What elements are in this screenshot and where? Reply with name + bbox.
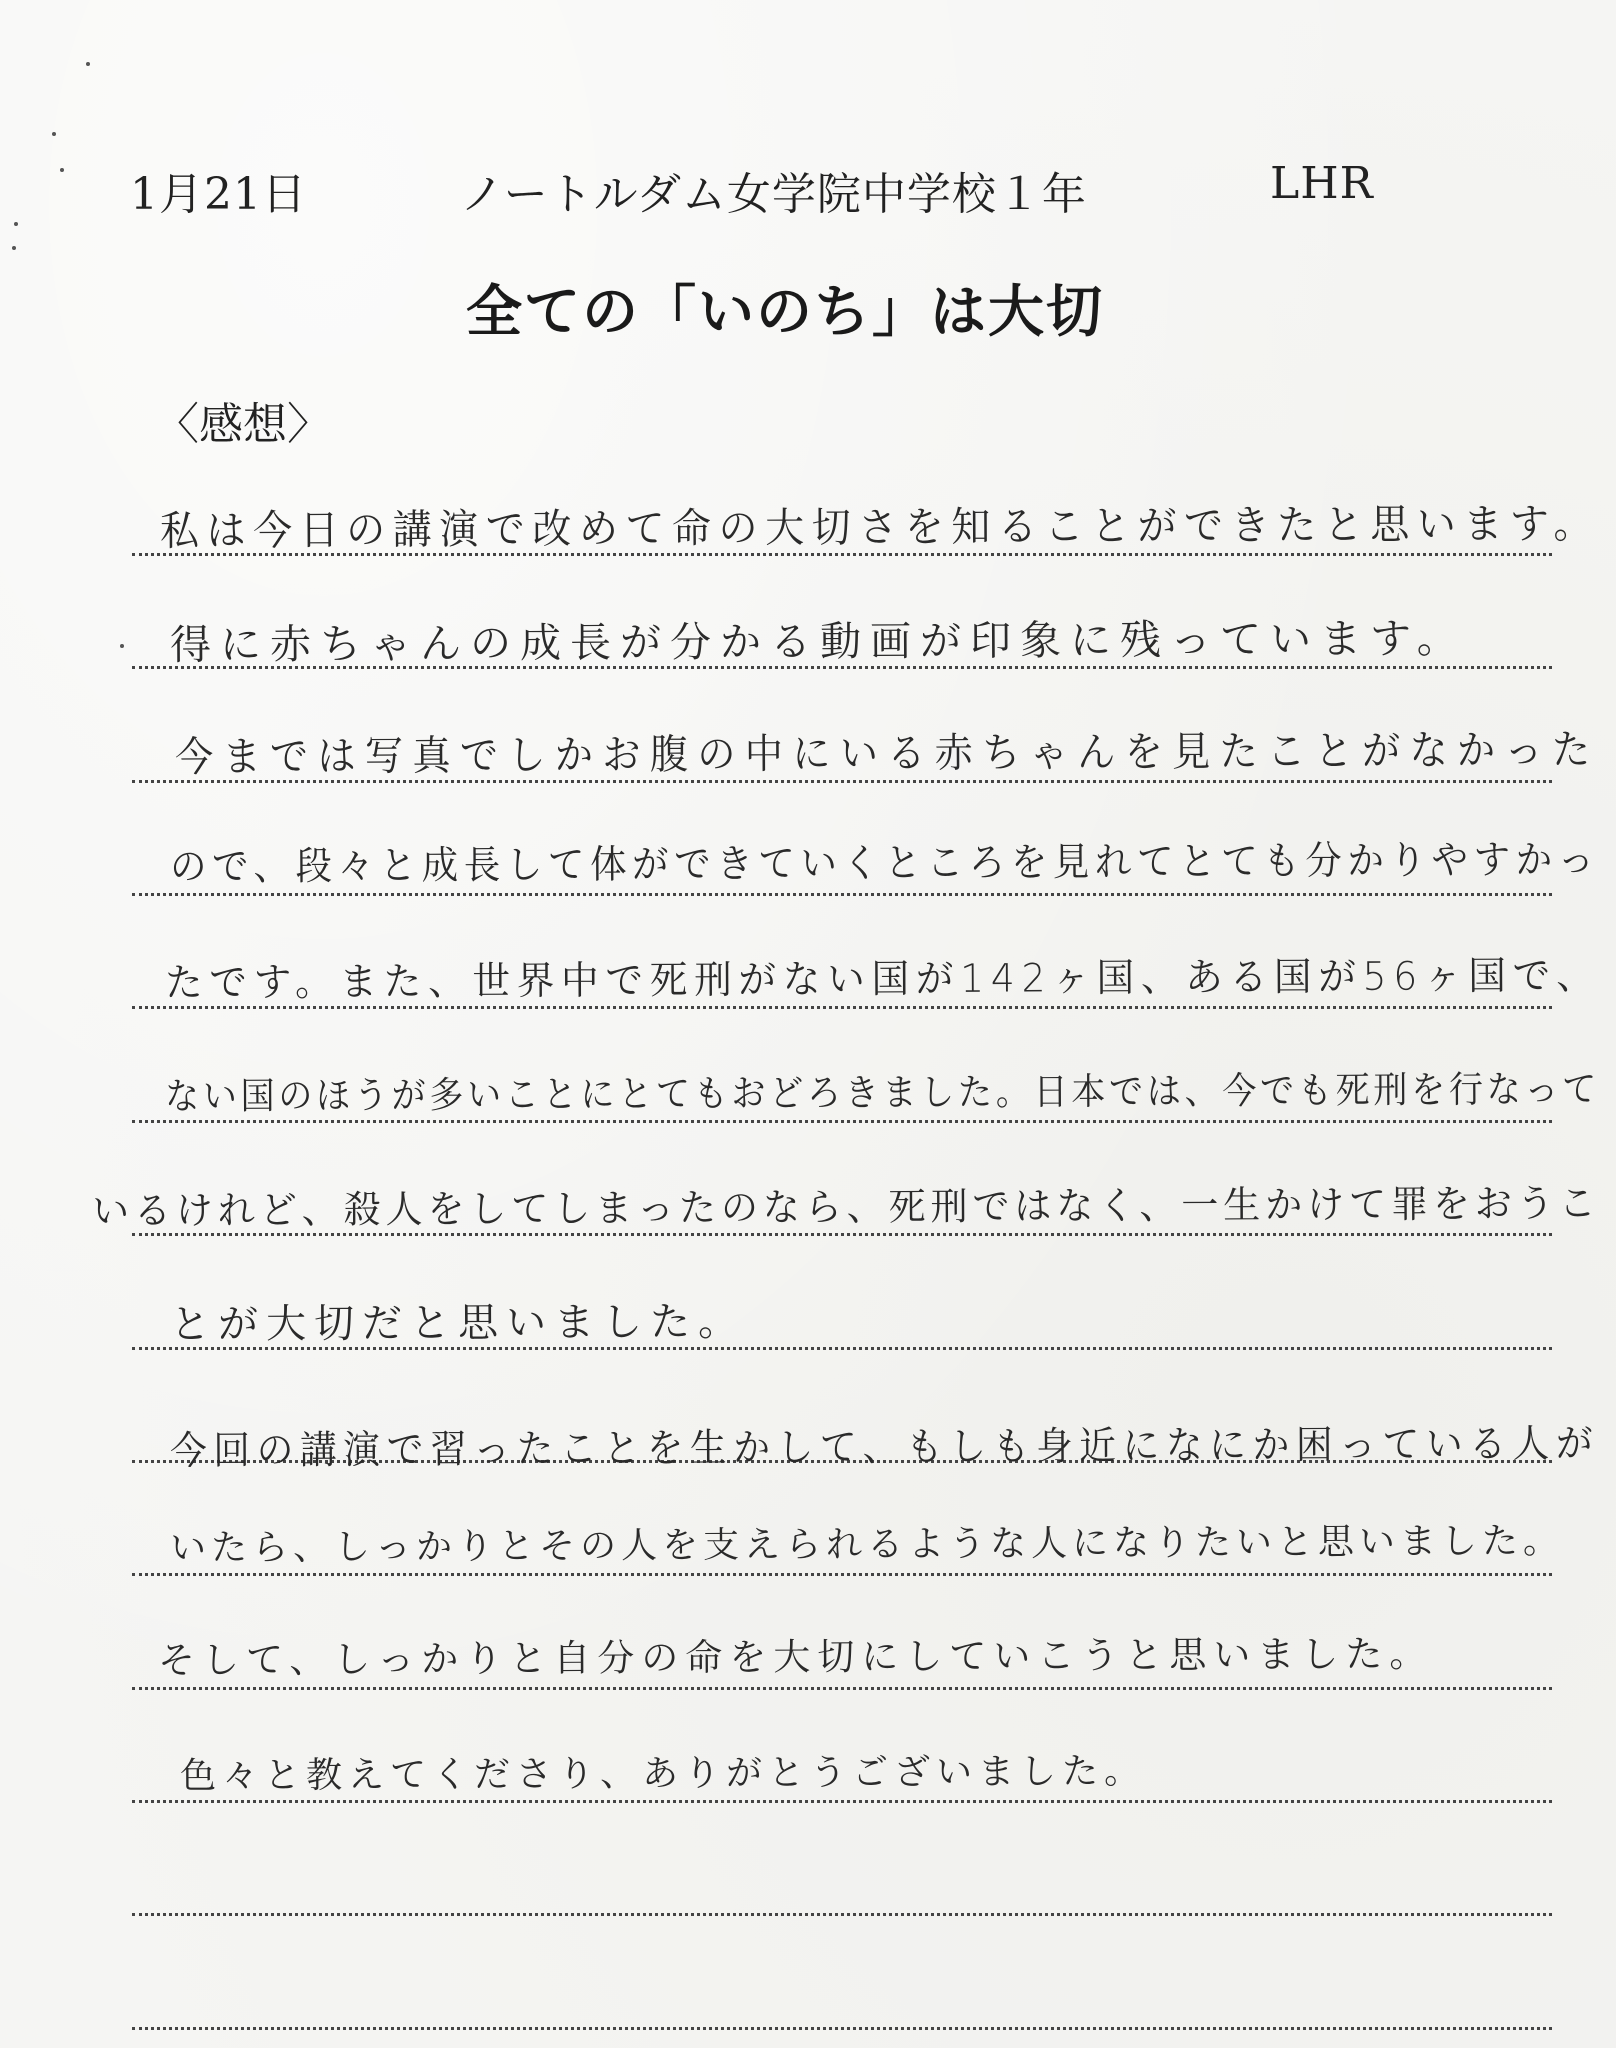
handwritten-line-2: 得に赤ちゃんの成長が分かる動画が印象に残っています。 xyxy=(169,614,1467,669)
handwritten-line-4: ので、段々と成長して体ができていくところを見れてとても分かりやすかっ xyxy=(169,837,1600,890)
ruled-line xyxy=(132,2027,1552,2030)
ruled-line xyxy=(132,1800,1552,1803)
handwritten-line-12: 色々と教えてくださり、ありがとうございました。 xyxy=(179,1750,1147,1797)
header-school: ノートルダム女学院中学校１年 xyxy=(460,169,1087,220)
handwritten-line-10: いたら、しっかりとその人を支えられるような人になりたいと思いました。 xyxy=(169,1520,1565,1569)
handwritten-line-11: そして、しっかりと自分の命を大切にしていこうと思いました。 xyxy=(157,1632,1434,1682)
header-date: 1月21日 xyxy=(130,169,307,220)
ruled-line xyxy=(132,893,1552,896)
handwritten-line-9: 今回の講演で習ったことを生かして、もしも身近になにか困っている人が xyxy=(169,1421,1600,1474)
ruled-line xyxy=(132,1573,1552,1576)
handwritten-line-7: いるけれど、殺人をしてしまったのなら、死刑ではなく、一生かけて罪をおうこ xyxy=(91,1181,1601,1233)
scan-speck xyxy=(12,246,16,250)
scan-speck xyxy=(120,644,124,648)
handwritten-line-6: ない国のほうが多いことにとてもおどろきました。日本では、今でも死刑を行なって xyxy=(164,1067,1601,1118)
header-class: LHR xyxy=(1270,158,1374,209)
document-title: 全ての「いのち」は大切 xyxy=(466,280,1104,345)
handwritten-line-3: 今までは写真でしかお腹の中にいる赤ちゃんを見たことがなかった xyxy=(174,725,1600,781)
scan-speck xyxy=(86,62,90,66)
ruled-line xyxy=(132,1687,1552,1690)
scan-speck xyxy=(60,168,64,172)
ruled-line xyxy=(132,1120,1552,1123)
handwritten-line-8: とが大切だと思いました。 xyxy=(169,1298,747,1348)
scan-speck xyxy=(52,132,56,136)
scan-speck xyxy=(14,222,18,226)
section-label: 〈感想〉 xyxy=(155,399,331,450)
ruled-line xyxy=(132,1913,1552,1916)
handwritten-line-1: 私は今日の講演で改めて命の大切さを知ることができたと思います。 xyxy=(159,499,1601,555)
handwritten-line-5: たです。また、世界中で死刑がない国が142ヶ国、ある国が56ヶ国で、 xyxy=(164,953,1601,1006)
